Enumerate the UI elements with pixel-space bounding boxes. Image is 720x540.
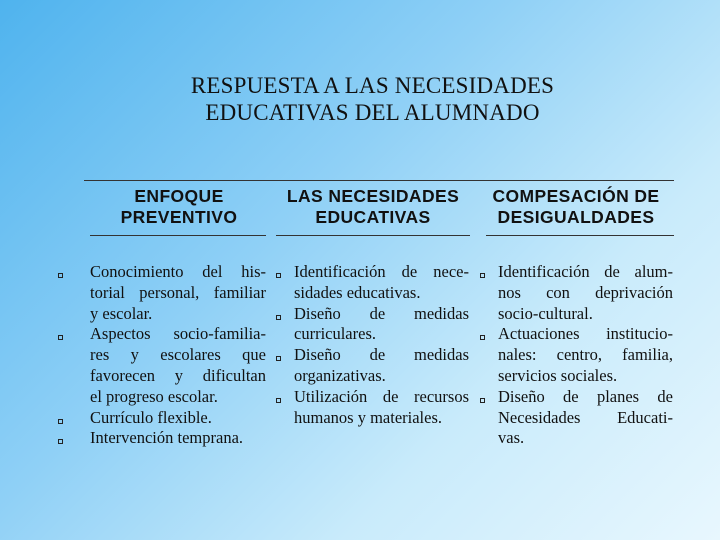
list-item <box>478 262 674 324</box>
column-header-rule <box>276 235 470 236</box>
page-title <box>0 72 720 126</box>
column-header <box>274 186 472 228</box>
column-list <box>274 262 472 428</box>
item-text-line: vas. <box>498 428 525 448</box>
square-bullet-icon <box>480 335 485 340</box>
column-enfoque-preventivo <box>58 186 268 449</box>
item-text-line: Currículo flexible. <box>90 407 212 427</box>
item-text-line: servicios sociales. <box>498 365 618 385</box>
item-text-line: el progreso escolar. <box>90 386 218 406</box>
list-item <box>58 428 268 449</box>
item-text-line: curriculares. <box>294 324 376 344</box>
column-header-line: ENFOQUE <box>134 186 224 206</box>
item-text-line: favorecen y dificultan <box>90 365 266 385</box>
item-text-line: Diseño de medidas <box>294 345 469 365</box>
square-bullet-icon <box>480 398 485 403</box>
column-header-line: DESIGUALDADES <box>497 207 655 227</box>
column-header-rule <box>486 235 674 236</box>
title-line-2: EDUCATIVAS DEL ALUMNADO <box>205 100 540 125</box>
list-item <box>478 387 674 449</box>
item-text-line: humanos y materiales. <box>294 407 443 427</box>
item-text-line: Actuaciones institucio- <box>498 324 673 344</box>
square-bullet-icon <box>58 335 63 340</box>
column-header-line: COMPESACIÓN DE <box>492 186 660 206</box>
square-bullet-icon <box>276 356 281 361</box>
item-text-line: sidades educativas. <box>294 282 421 302</box>
list-item <box>58 408 268 429</box>
item-text-line: Necesidades Educati- <box>498 407 673 427</box>
item-text-line: nales: centro, familia, <box>498 345 673 365</box>
list-item <box>274 387 472 429</box>
square-bullet-icon <box>276 273 281 278</box>
column-list <box>478 262 674 449</box>
column-header-rule <box>90 235 266 236</box>
item-text-line: Diseño de medidas <box>294 303 469 323</box>
item-text-line: nos con deprivación <box>498 282 673 302</box>
column-necesidades-educativas <box>274 186 472 428</box>
column-list <box>58 262 268 449</box>
square-bullet-icon <box>480 273 485 278</box>
column-header <box>478 186 674 228</box>
square-bullet-icon <box>58 439 63 444</box>
column-header-line: LAS NECESIDADES <box>286 186 460 206</box>
column-header <box>90 186 268 228</box>
item-text-line: Intervención temprana. <box>90 428 244 448</box>
list-item <box>274 262 472 304</box>
item-text-line: Identificación de nece- <box>294 262 469 281</box>
item-text-line: socio-cultural. <box>498 303 593 323</box>
item-text-line: Diseño de planes de <box>498 386 673 406</box>
list-item <box>58 262 268 324</box>
square-bullet-icon <box>276 315 281 320</box>
list-item <box>274 345 472 387</box>
column-header-line: PREVENTIVO <box>120 207 238 227</box>
item-text-line: y escolar. <box>90 303 153 323</box>
item-text-line: Aspectos socio-familia- <box>90 324 266 344</box>
square-bullet-icon <box>276 398 281 403</box>
list-item <box>274 304 472 346</box>
title-line-1: RESPUESTA A LAS NECESIDADES <box>190 73 555 98</box>
item-text-line: Utilización de recursos <box>294 386 469 406</box>
list-item <box>478 324 674 386</box>
table-top-rule <box>84 180 674 181</box>
square-bullet-icon <box>58 419 63 424</box>
item-text-line: torial personal, familiar <box>90 282 266 302</box>
square-bullet-icon <box>58 273 63 278</box>
list-item <box>58 324 268 407</box>
item-text-line: res y escolares que <box>90 345 266 365</box>
item-text-line: Conocimiento del his- <box>90 262 266 281</box>
item-text-line: organizativas. <box>294 365 386 385</box>
column-compensacion-desigualdades <box>478 186 674 449</box>
item-text-line: Identificación de alum- <box>498 262 673 281</box>
column-header-line: EDUCATIVAS <box>315 207 431 227</box>
